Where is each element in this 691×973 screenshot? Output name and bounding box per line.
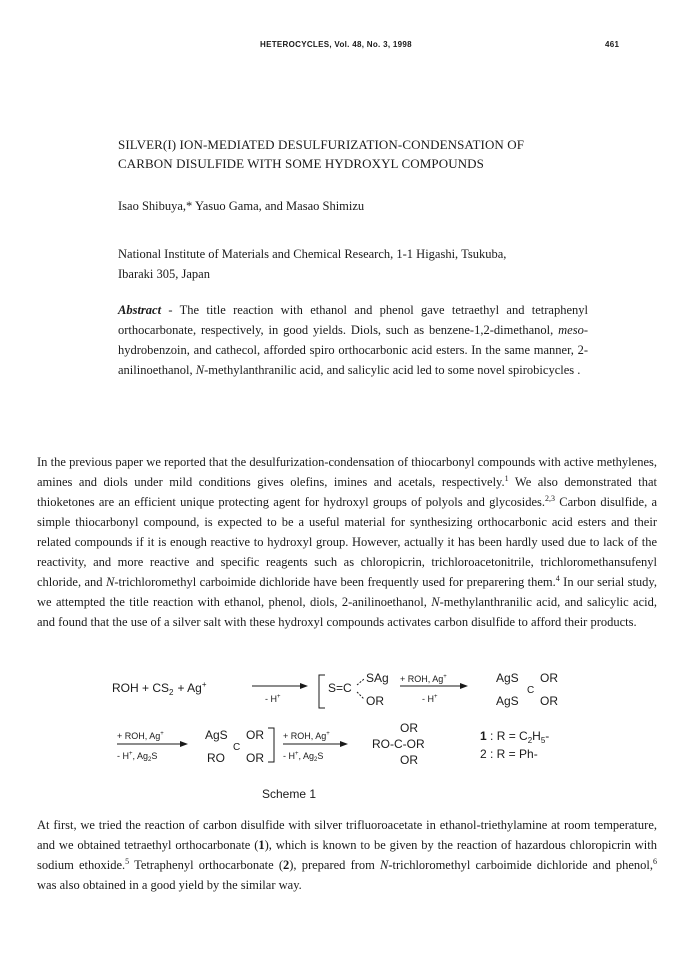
abstract-label: Abstract (118, 303, 162, 317)
arrow-4-condition-top: + ROH, Ag+ (283, 731, 330, 741)
p1-or-top: OR (540, 672, 558, 685)
compound-ref-2: 2 (283, 858, 290, 872)
scheme-caption: Scheme 1 (262, 787, 317, 801)
bracket-open (319, 675, 325, 708)
ref-5: 5 (125, 856, 130, 866)
p1-or-bottom: OR (540, 694, 558, 708)
int1-s-c: S=C (328, 681, 352, 695)
abstract-italic-meso: meso (558, 323, 584, 337)
int1-or: OR (366, 694, 384, 708)
reaction-scheme (0, 672, 691, 812)
para1-text-e: In our serial study, we attempted the title reaction with ethanol, phenol, diols, 2-anilinoethanol, (37, 575, 657, 609)
para2-text-b: ), which is known to be given by the reaction of hazardous chloropicrin with sodium ethoxide. (37, 838, 657, 872)
arrow-2-head (460, 683, 468, 689)
para1-text-c: Carbon disulfide, a simple thiocarbonyl compound, is expected to be a useful material for synthesizing orthocarbonic acid esters and their related compounds if it is enough reactive to hydroxyl group. However, actually it has been hardly used due to lack of the reactivity, and more reactive and specific reagents such as chloropicrin, trichloroacetonitrile, trichloromethansufenyl chloride, and (37, 495, 657, 589)
prod-or-top: OR (400, 721, 418, 735)
compound-ref-1: 1 (258, 838, 265, 852)
p1-c: C (527, 685, 535, 696)
intro-paragraph (37, 452, 657, 632)
authors: Isao Shibuya,* Yasuo Gama, and Masao Shimizu (118, 199, 365, 213)
abstract (118, 300, 588, 380)
abstract-text-2: -hydrobenzoin, and cathecol, afforded spiro orthocarbonic acid esters. In the same manner, 2-anilinoethanol, (118, 323, 588, 377)
arrow-2-condition-bottom: - H+ (422, 694, 438, 704)
bracket-close (268, 728, 274, 762)
bond (357, 692, 364, 699)
affiliation-line-1: National Institute of Materials and Chemical Research, 1-1 Higashi, Tsukuba, (118, 247, 507, 261)
para2-text-e: -trichloromethyl carboimide dichloride and phenol, (388, 858, 653, 872)
scheme-reactants: ROH + $CS_2 + Ag^+$ (112, 680, 207, 697)
results-paragraph (37, 815, 657, 895)
ref-4: 4 (555, 573, 560, 583)
ref-1: 1 (504, 473, 509, 483)
int2-ags: AgS (205, 728, 228, 742)
int2-c: C (233, 742, 241, 753)
para2-text-d: ), prepared from (289, 858, 381, 872)
para2-text-a: At first, we tried the reaction of carbon disulfide with silver trifluoroacetate in ethanol-triethylamine at room temperature, and we obtained tetraethyl orthocarbonate ( (37, 818, 657, 852)
arrow-1-condition: - H+ (265, 694, 281, 704)
para2-text-f: was also obtained in a good yield by the similar way. (37, 878, 302, 892)
bond (357, 679, 364, 685)
page-number: 461 (605, 40, 620, 49)
arrow-3-condition-top: + ROH, Ag+ (117, 731, 164, 741)
int1-sag: SAg (366, 672, 389, 685)
article-title (118, 135, 598, 173)
affiliation-line-2: Ibaraki 305, Japan (118, 267, 210, 281)
p1-ags-top: AgS (496, 672, 519, 685)
affiliation (118, 244, 588, 284)
title-line-1: SILVER(I) ION-MEDIATED DESULFURIZATION-CONDENSATION OF (118, 137, 525, 152)
para1-italic-n-2: N (431, 595, 440, 609)
ref-2-3: 2,3 (545, 493, 556, 503)
arrow-1-head (300, 683, 308, 689)
int2-or-top: OR (246, 728, 264, 742)
para1-text-a: In the previous paper we reported that the desulfurization-condensation of thiocarbonyl compounds with active methylenes, amines and diols under mild conditions gives olefins, imines and acetals, respectively. (37, 455, 657, 489)
arrow-2-condition-top: + ROH, Ag+ (400, 674, 447, 684)
arrow-3-condition-bottom: - H+, $Ag_2S$ (117, 751, 158, 763)
para1-text-f: -methylanthranilic acid, and salicylic acid, and found that the use of a silver salt with these hydroxyl compounds activates carbon disulfide to afford their products. (37, 595, 657, 629)
para1-italic-n-1: N (105, 575, 115, 589)
prod-or-bottom: OR (400, 753, 418, 767)
abstract-text-3: -methylanthranilic acid, and salicylic acid led to some novel spirobicycles . (204, 363, 581, 377)
compound-2: 2 : R = Ph- (480, 747, 538, 761)
prod-middle: RO-C-OR (372, 737, 425, 751)
para1-text-d: -trichloromethyl carboimide dichloride have been frequently used for preparering them. (114, 575, 556, 589)
abstract-italic-n: N (195, 363, 205, 377)
int2-ro: RO (207, 751, 225, 765)
para1-text-b: We also demonstrated that thioketones are an efficient unique protecting agent for hydroxyl groups of polyols and glycosides. (37, 475, 657, 509)
title-line-2: CARBON DISULFIDE WITH SOME HYDROXYL COMPOUNDS (118, 156, 484, 171)
arrow-3-head (180, 741, 188, 747)
para2-italic-n: N (380, 858, 389, 872)
p1-ags-bottom: AgS (496, 694, 519, 708)
arrow-4-condition-bottom: - H+, $Ag_2S$ (283, 751, 324, 763)
ref-6: 6 (653, 856, 657, 866)
abstract-text-1: - The title reaction with ethanol and phenol gave tetraethyl and tetraphenyl orthocarbonate, respectively, in good yields. Diols, such as benzene-1,2-dimethanol, (118, 303, 588, 337)
journal-info: HETEROCYCLES, Vol. 48, No. 3, 1998 (260, 40, 412, 49)
int2-or-bottom: OR (246, 751, 264, 765)
compound-1: 1 : $R = C_2H_5-$ (480, 729, 550, 745)
para2-text-c: Tetraphenyl orthocarbonate ( (129, 858, 284, 872)
arrow-4-head (340, 741, 348, 747)
